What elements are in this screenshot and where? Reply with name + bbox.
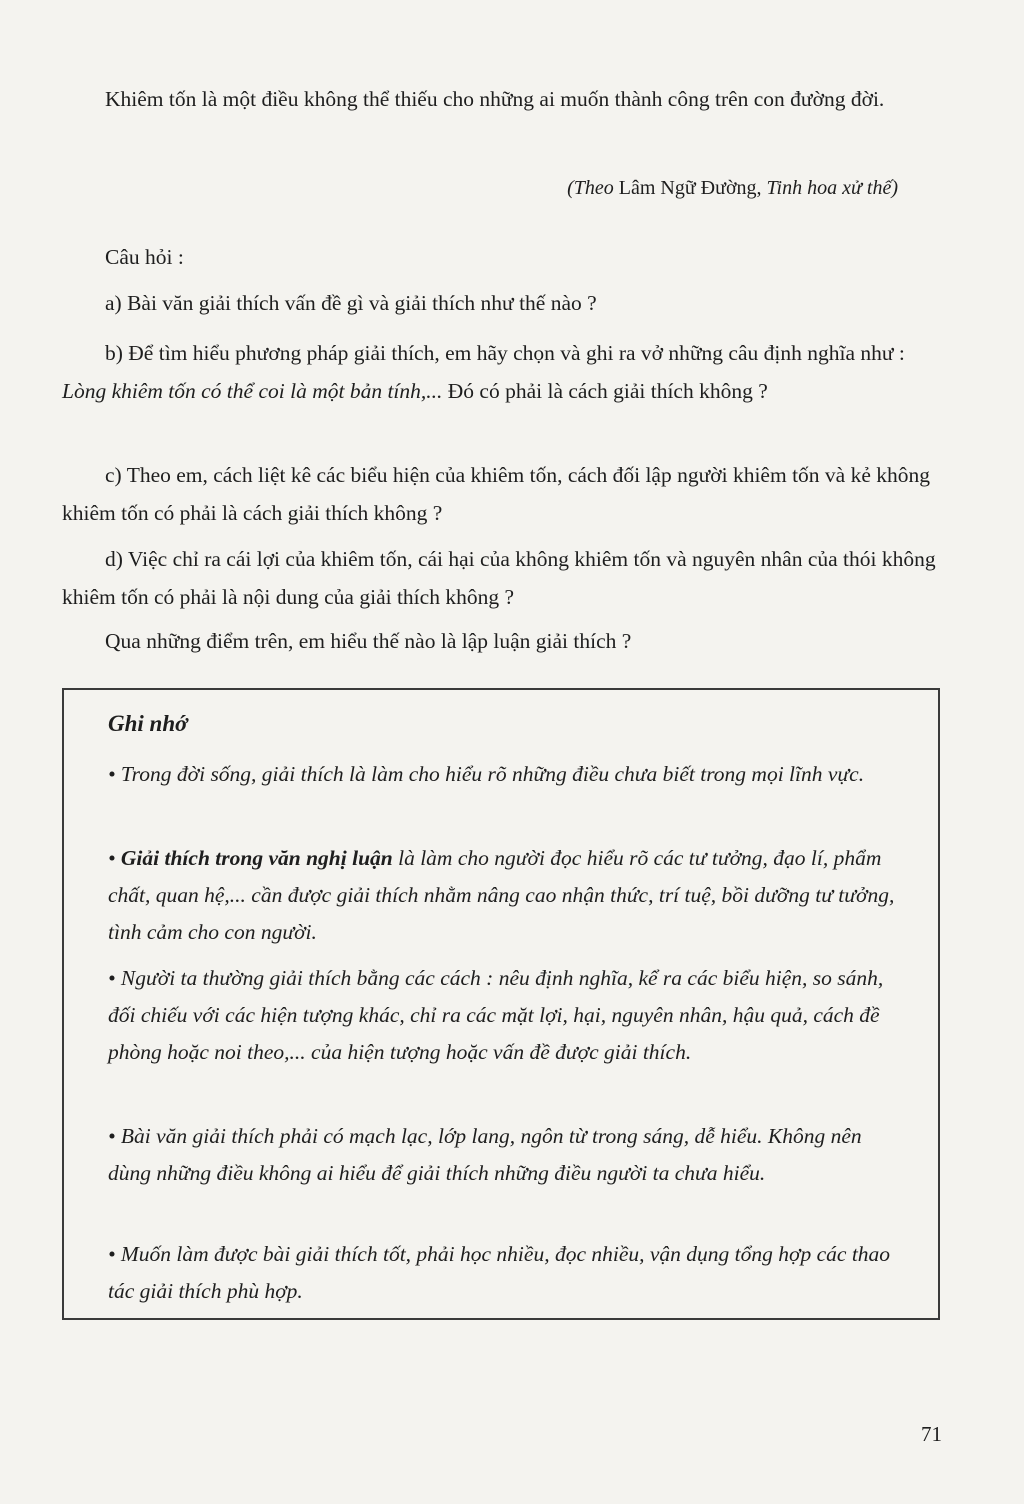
ghi-nho-bullet-4: • Bài văn giải thích phải có mạch lạc, lớp lang, ngôn từ trong sáng, dễ hiểu. Không nên dùng những điều không ai hiểu để giải thích những điều người ta chưa hiểu. — [108, 1124, 862, 1185]
ghi-nho-bullet-1: • Trong đời sống, giải thích là làm cho hiểu rõ những điều chưa biết trong mọi lĩnh vực. — [108, 762, 865, 786]
citation-prefix: (Theo — [567, 177, 619, 199]
question-b-part2: Đó có phải là cách giải thích không ? — [442, 379, 768, 403]
question-heading: Câu hỏi : — [105, 245, 184, 269]
question-b-part1: b) Để tìm hiểu phương pháp giải thích, em hãy chọn và ghi ra vở những câu định nghĩa như : — [105, 341, 905, 365]
page-number: 71 — [921, 1422, 942, 1446]
ghi-nho-title: Ghi nhớ — [108, 711, 188, 736]
question-d: d) Việc chỉ ra cái lợi của khiêm tốn, cái hại của không khiêm tốn và nguyên nhân của thói không khiêm tốn có phải là nội dung của giải thích không ? — [62, 547, 936, 609]
citation — [0, 172, 898, 204]
ghi-nho-bullet-2-marker: • — [108, 846, 121, 870]
summary-question: Qua những điểm trên, em hiểu thế nào là lập luận giải thích ? — [105, 629, 632, 653]
question-c: c) Theo em, cách liệt kê các biểu hiện của khiêm tốn, cách đối lập người khiêm tốn và kẻ không khiêm tốn có phải là cách giải thích không ? — [62, 463, 931, 525]
question-b-example: Lòng khiêm tốn có thể coi là một bản tính,... — [62, 379, 443, 403]
ghi-nho-box — [62, 688, 940, 1320]
intro-paragraph: Khiêm tốn là một điều không thể thiếu cho những ai muốn thành công trên con đường đời. — [105, 87, 885, 111]
ghi-nho-bullet-2 — [108, 840, 908, 951]
citation-suffix: ) — [891, 177, 898, 199]
citation-book-title: Tinh hoa xử thế — [761, 177, 892, 199]
citation-author: Lâm Ngữ Đường, — [618, 177, 762, 199]
question-b — [62, 334, 942, 410]
ghi-nho-bullet-2-term: Giải thích trong văn nghị luận — [120, 846, 393, 870]
question-a: a) Bài văn giải thích vấn đề gì và giải thích như thế nào ? — [105, 291, 597, 315]
ghi-nho-bullet-5: • Muốn làm được bài giải thích tốt, phải học nhiều, đọc nhiều, vận dụng tổng hợp các thao tác giải thích phù hợp. — [108, 1242, 891, 1303]
ghi-nho-bullet-3: • Người ta thường giải thích bằng các cách : nêu định nghĩa, kể ra các biểu hiện, so sánh, đối chiếu với các hiện tượng khác, chỉ ra các mặt lợi, hại, nguyên nhân, hậu quả, cách đề phòng hoặc noi theo,... của hiện tượng hoặc vấn đề được giải thích. — [108, 966, 884, 1064]
ghi-nho-bullet-2-text: là làm cho người đọc hiểu rõ các tư tưởng, đạo lí, phẩm chất, quan hệ,... cần được giải thích nhằm nâng cao nhận thức, trí tuệ, bồi dưỡng tư tưởng, tình cảm cho con người. — [108, 846, 895, 944]
